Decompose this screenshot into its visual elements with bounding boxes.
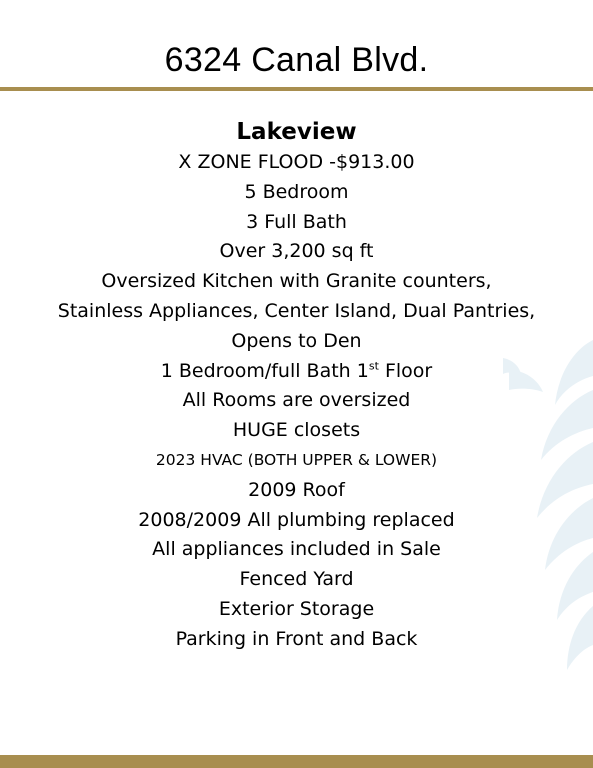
detail-line: 3 Full Bath — [246, 210, 347, 233]
floor-line-ordinal: st — [368, 359, 379, 373]
detail-line: Over 3,200 sq ft — [219, 240, 374, 263]
detail-line-hvac: 2023 HVAC (BOTH UPPER & LOWER) — [155, 450, 438, 469]
detail-line: 5 Bedroom — [244, 180, 349, 203]
detail-line: All Rooms are oversized — [182, 389, 411, 412]
listing-details — [0, 116, 593, 655]
detail-line: Stainless Appliances, Center Island, Dual Pantries, — [57, 299, 536, 322]
detail-line: 2009 Roof — [248, 478, 345, 501]
detail-line: 2008/2009 All plumbing replaced — [138, 508, 455, 531]
detail-line: X ZONE FLOOD -$913.00 — [178, 151, 415, 173]
detail-line: Opens to Den — [231, 329, 362, 352]
floor-line-prefix: 1 Bedroom/full Bath 1 — [160, 359, 369, 382]
floor-line-suffix: Floor — [378, 359, 433, 382]
neighborhood-heading: Lakeview — [236, 119, 357, 145]
detail-line-floor — [0, 357, 593, 387]
detail-line: All appliances included in Sale — [152, 538, 441, 561]
detail-line: Fenced Yard — [239, 568, 354, 591]
header-divider — [0, 87, 593, 91]
detail-line: HUGE closets — [232, 419, 361, 442]
detail-line: Exterior Storage — [218, 597, 375, 620]
footer-bar — [0, 755, 593, 768]
detail-line: Parking in Front and Back — [175, 627, 418, 650]
page-title: 6324 Canal Blvd. — [164, 41, 429, 79]
detail-line: Oversized Kitchen with Granite counters, — [101, 270, 492, 293]
